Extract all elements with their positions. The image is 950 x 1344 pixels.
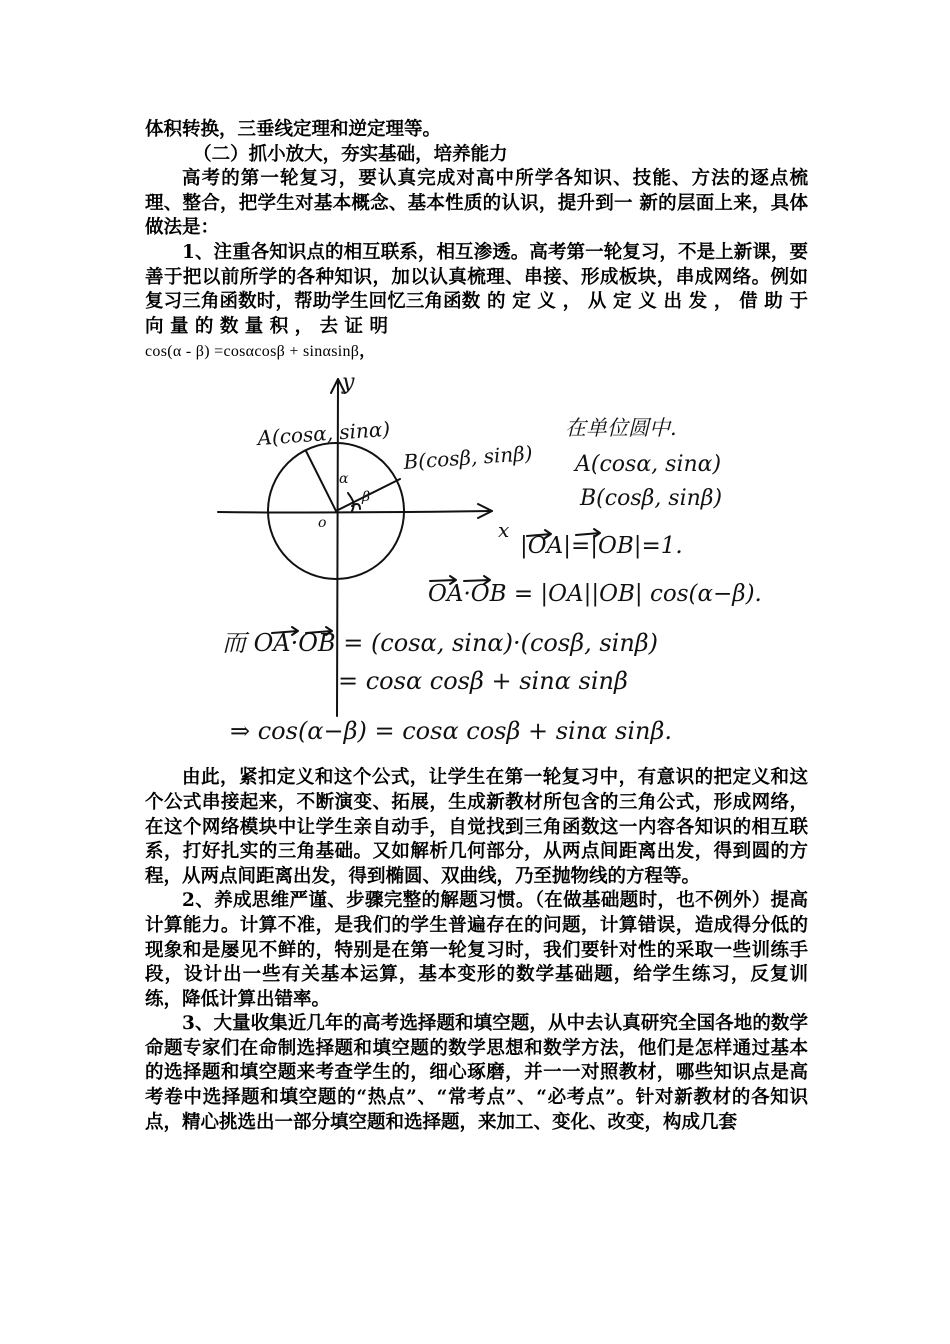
proof-line-3: 而 OA·OB = (cosα, sinα)·(cosβ, sinβ) <box>222 629 659 658</box>
proof-line-2: OA·OB = |OA||OB| cos(α−β). <box>428 581 762 608</box>
paragraph-4: 1、注重各知识点的相互联系，相互渗透。高考第一轮复习，不是上新课，要善于把以前所学的各种知识，加以认真梳理、串接、形成板块，串成网络。例如复习三角函数时，帮助学生回忆三角函数 的 定 义 ， 从 定 义 出 发 ， 借 助 于 向 量 的 数 量 积 ， 去 证 明 <box>145 241 808 337</box>
proof-line-4: = cosα cosβ + sinα sinβ <box>338 667 628 696</box>
origin-label: o <box>318 515 327 532</box>
cos-difference-formula: cos(α - β) =cosαcosβ + sinαsinβ <box>145 343 360 361</box>
note-point-a: A(cosα, sinα) <box>575 452 722 478</box>
formula-comma: ， <box>359 343 376 361</box>
paragraph-1: 体积转换，三垂线定理和逆定理等。 <box>145 119 442 140</box>
note-point-b: B(cosβ, sinβ) <box>580 486 723 512</box>
y-axis-label: y <box>342 371 355 396</box>
angle-alpha-label: α <box>339 471 349 488</box>
section-heading: （二）抓小放大，夯实基础，培养能力 <box>193 143 508 165</box>
point-a-label: A(cosα, sinα) <box>256 417 391 451</box>
paragraph-5: 由此，紧扣定义和这个公式，让学生在第一轮复习中，有意识的把定义和这个公式串接起来，不断演变、拓展，生成新教材所包含的三角公式，形成网络，在这个网络模块中让学生亲自动手，自觉找到三角函数这一内容各知识的相互联系，打好扎实的三角基础。又如解析几何部分，从两点间距离出发，得到圆的方程，从两点间距离出发，得到椭圆、双曲线，乃至抛物线的方程等。 <box>145 767 808 887</box>
formula-line <box>145 339 808 365</box>
handwritten-figure <box>145 371 808 766</box>
angle-alpha-arc <box>348 493 354 511</box>
document-page <box>145 118 808 1135</box>
radius-oa <box>306 451 336 511</box>
proof-line-1: |OA|=|OB|=1. <box>520 533 683 560</box>
paragraph-3: 高考的第一轮复习，要认真完成对高中所学各知识、技能、方法的逐点梳理、整合，把学生对基本概念、基本性质的认识，提升到一 新的层面上来，具体做法是： <box>145 168 808 239</box>
paragraph-6: 2、养成思维严谨、步骤完整的解题习惯。（在做基础题时，也不例外）提高计算能力。计算不准，是我们的学生普遍存在的问题，计算错误，造成得分低的现象和是屡见不鲜的，特别是在第一轮复习时，我们要针对性的采取一些训练手段，设计出一些有关基本运算，基本变形的数学基础题，给学生练习，反复训练，降低计算出错率。 <box>145 890 808 1010</box>
paragraph-7: 3、大量收集近几年的高考选择题和填空题，从中去认真研究全国各地的数学命题专家们在命制选择题和填空题的数学思想和数学方法，他们是怎样通过基本的选择题和填空题来考查学生的，细心琢磨，并一一对照教材，哪些知识点是高考卷中选择题和填空题的“热点”、“常考点”、“必考点”。针对新教材的各知识点，精心挑选出一部分填空题和选择题，来加工、变化、改变，构成几套 <box>145 1013 808 1133</box>
proof-line-5: ⇒ cos(α−β) = cosα cosβ + sinα sinβ. <box>230 717 672 746</box>
angle-beta-label: β <box>362 489 371 506</box>
x-axis-label: x <box>498 518 510 543</box>
note-title: 在单位圆中. <box>565 416 677 441</box>
x-axis <box>218 511 492 512</box>
handwritten-proof-svg <box>0 371 950 766</box>
point-b-label: B(cosβ, sinβ) <box>402 441 534 475</box>
